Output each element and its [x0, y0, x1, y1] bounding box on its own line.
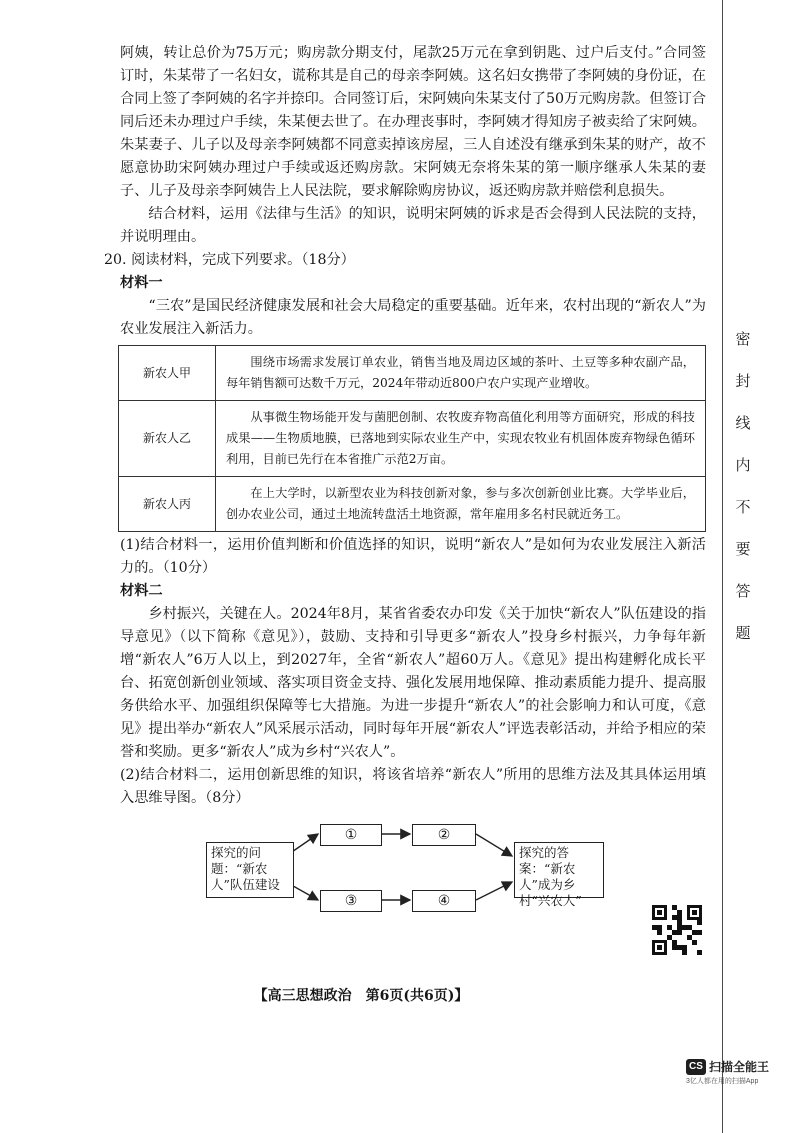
table-row: [119, 346, 706, 401]
mind-map: [120, 812, 708, 924]
farmer-description: 从事微生物场能开发与菌肥创制、农牧废弃物高值化利用等方面研究，形成的科技成果——生物质地膜，已落地到实际农业生产中，实现农牧业有机固体废弃物绿色循环利用，目前已先行在本省推广示范2万亩。: [216, 401, 706, 477]
seal-char: 线: [735, 414, 751, 432]
blank-node-3: ③: [320, 890, 382, 912]
new-farmer-table: [118, 345, 706, 532]
scanner-tagline: 3亿人都在用的扫描App: [686, 1078, 759, 1085]
farmer-name: 新农人乙: [119, 401, 216, 477]
seal-char: 内: [735, 456, 751, 474]
material-1-intro: “三农”是国民经济健康发展和社会大局稳定的重要基础。近年来，农村出现的“新农人”为农业发展注入新活力。: [120, 298, 706, 337]
farmer-description: 在上大学时，以新型农业为科技创新对象，参与多次创新创业比赛。大学毕业后，创办农业公司，通过土地流转盘活土地资源，常年雇用多名村民就近务工。: [216, 477, 706, 532]
qr-code-icon: [652, 905, 702, 955]
question-19: 结合材料，运用《法律与生活》的知识，说明宋阿姨的诉求是否会得到人民法院的支持，并说明理由。: [120, 206, 706, 245]
table-row: [119, 477, 706, 532]
blank-node-2: ②: [412, 824, 476, 846]
question-20-title: 20. 阅读材料，完成下列要求。（18分）: [104, 252, 355, 268]
material-2-text: 乡村振兴，关键在人。2024年8月，某省省委农办印发《关于加快“新农人”队伍建设的指导意见》（以下简称《意见》），鼓励、支持和引导更多“新农人”投身乡村振兴，力争每年新增“新农人”6万人以上，到2027年，全省“新农人”超60万人。《意见》提出构建孵化成长平台、拓宽创新创业领域、落实项目资金支持、强化发展用地保障、推动素质能力提升、提高服务供给水平、加强组织保障等七大措施。为进一步提升“新农人”的社会影响力和认可度，《意见》提出举办“新农人”风采展示活动，同时每年开展“新农人”评选表彰活动，并给予相应的荣誉和奖励。更多“新农人”成为乡村“兴农人”。: [120, 606, 706, 760]
farmer-description: 围绕市场需求发展订单农业，销售当地及周边区域的茶叶、土豆等多种农副产品，每年销售额可达数千万元，2024年带动近800户农户实现产业增收。: [216, 346, 706, 401]
scanner-logo: CS: [686, 1059, 706, 1075]
seal-char: 密: [735, 330, 751, 348]
seal-char: 题: [735, 624, 751, 642]
sub-question-1: (1)结合材料一，运用价值判断和价值选择的知识，说明“新农人”是如何为农业发展注入新活力的。（10分）: [120, 537, 706, 576]
table-row: [119, 401, 706, 477]
sub-question-2: (2)结合材料二，运用创新思维的知识，将该省培养“新农人”所用的思维方法及其具体运用填入思维导图。（8分）: [120, 767, 706, 806]
material-19-paragraph: 阿姨，转让总价为75万元；购房款分期支付，尾款25万元在拿到钥匙、过户后支付。”合同签订时，朱某带了一名妇女，谎称其是自己的母亲李阿姨。这名妇女携带了李阿姨的身份证，在合同上签了李阿姨的名字并捺印。合同签订后，宋阿姨向朱某支付了50万元购房款。但签订合同后还未办理过户手续，朱某便去世了。在办理丧事时，李阿姨才得知房子被卖给了宋阿姨。朱某妻子、儿子以及母亲李阿姨都不同意卖掉该房屋，三人自述没有继承到朱某的财产，故不愿意协助宋阿姨办理过户手续或返还购房款。宋阿姨无奈将朱某的第一顺序继承人朱某的妻子、儿子及母亲李阿姨告上人民法院，要求解除购房协议，返还购房款并赔偿利息损失。: [120, 45, 706, 199]
seal-char: 不: [735, 498, 751, 516]
blank-node-4: ④: [412, 890, 476, 912]
arrow-node4-answer: [476, 882, 512, 900]
answer-box: 探究的答案：“新农人”成为乡村“兴农人”: [514, 842, 604, 898]
question-box: 探究的问题：“新农人”队伍建设: [206, 842, 294, 898]
seal-char: 封: [735, 372, 751, 390]
material-1-label: 材料一: [120, 275, 163, 291]
binding-line: [722, 0, 723, 1133]
blank-node-1: ①: [320, 824, 382, 846]
scanner-watermark: [686, 1058, 796, 1086]
seal-line-notice: [734, 330, 752, 666]
seal-char: 答: [735, 582, 751, 600]
page-footer: 【高三思想政治 第6页(共6页)】: [253, 988, 469, 1004]
farmer-name: 新农人丙: [119, 477, 216, 532]
page-content: [104, 42, 706, 924]
arrow-node2-answer: [476, 834, 512, 856]
seal-char: 要: [735, 540, 751, 558]
scanner-name: 扫描全能王: [709, 1060, 770, 1074]
farmer-name: 新农人甲: [119, 346, 216, 401]
material-2-label: 材料二: [120, 583, 163, 599]
